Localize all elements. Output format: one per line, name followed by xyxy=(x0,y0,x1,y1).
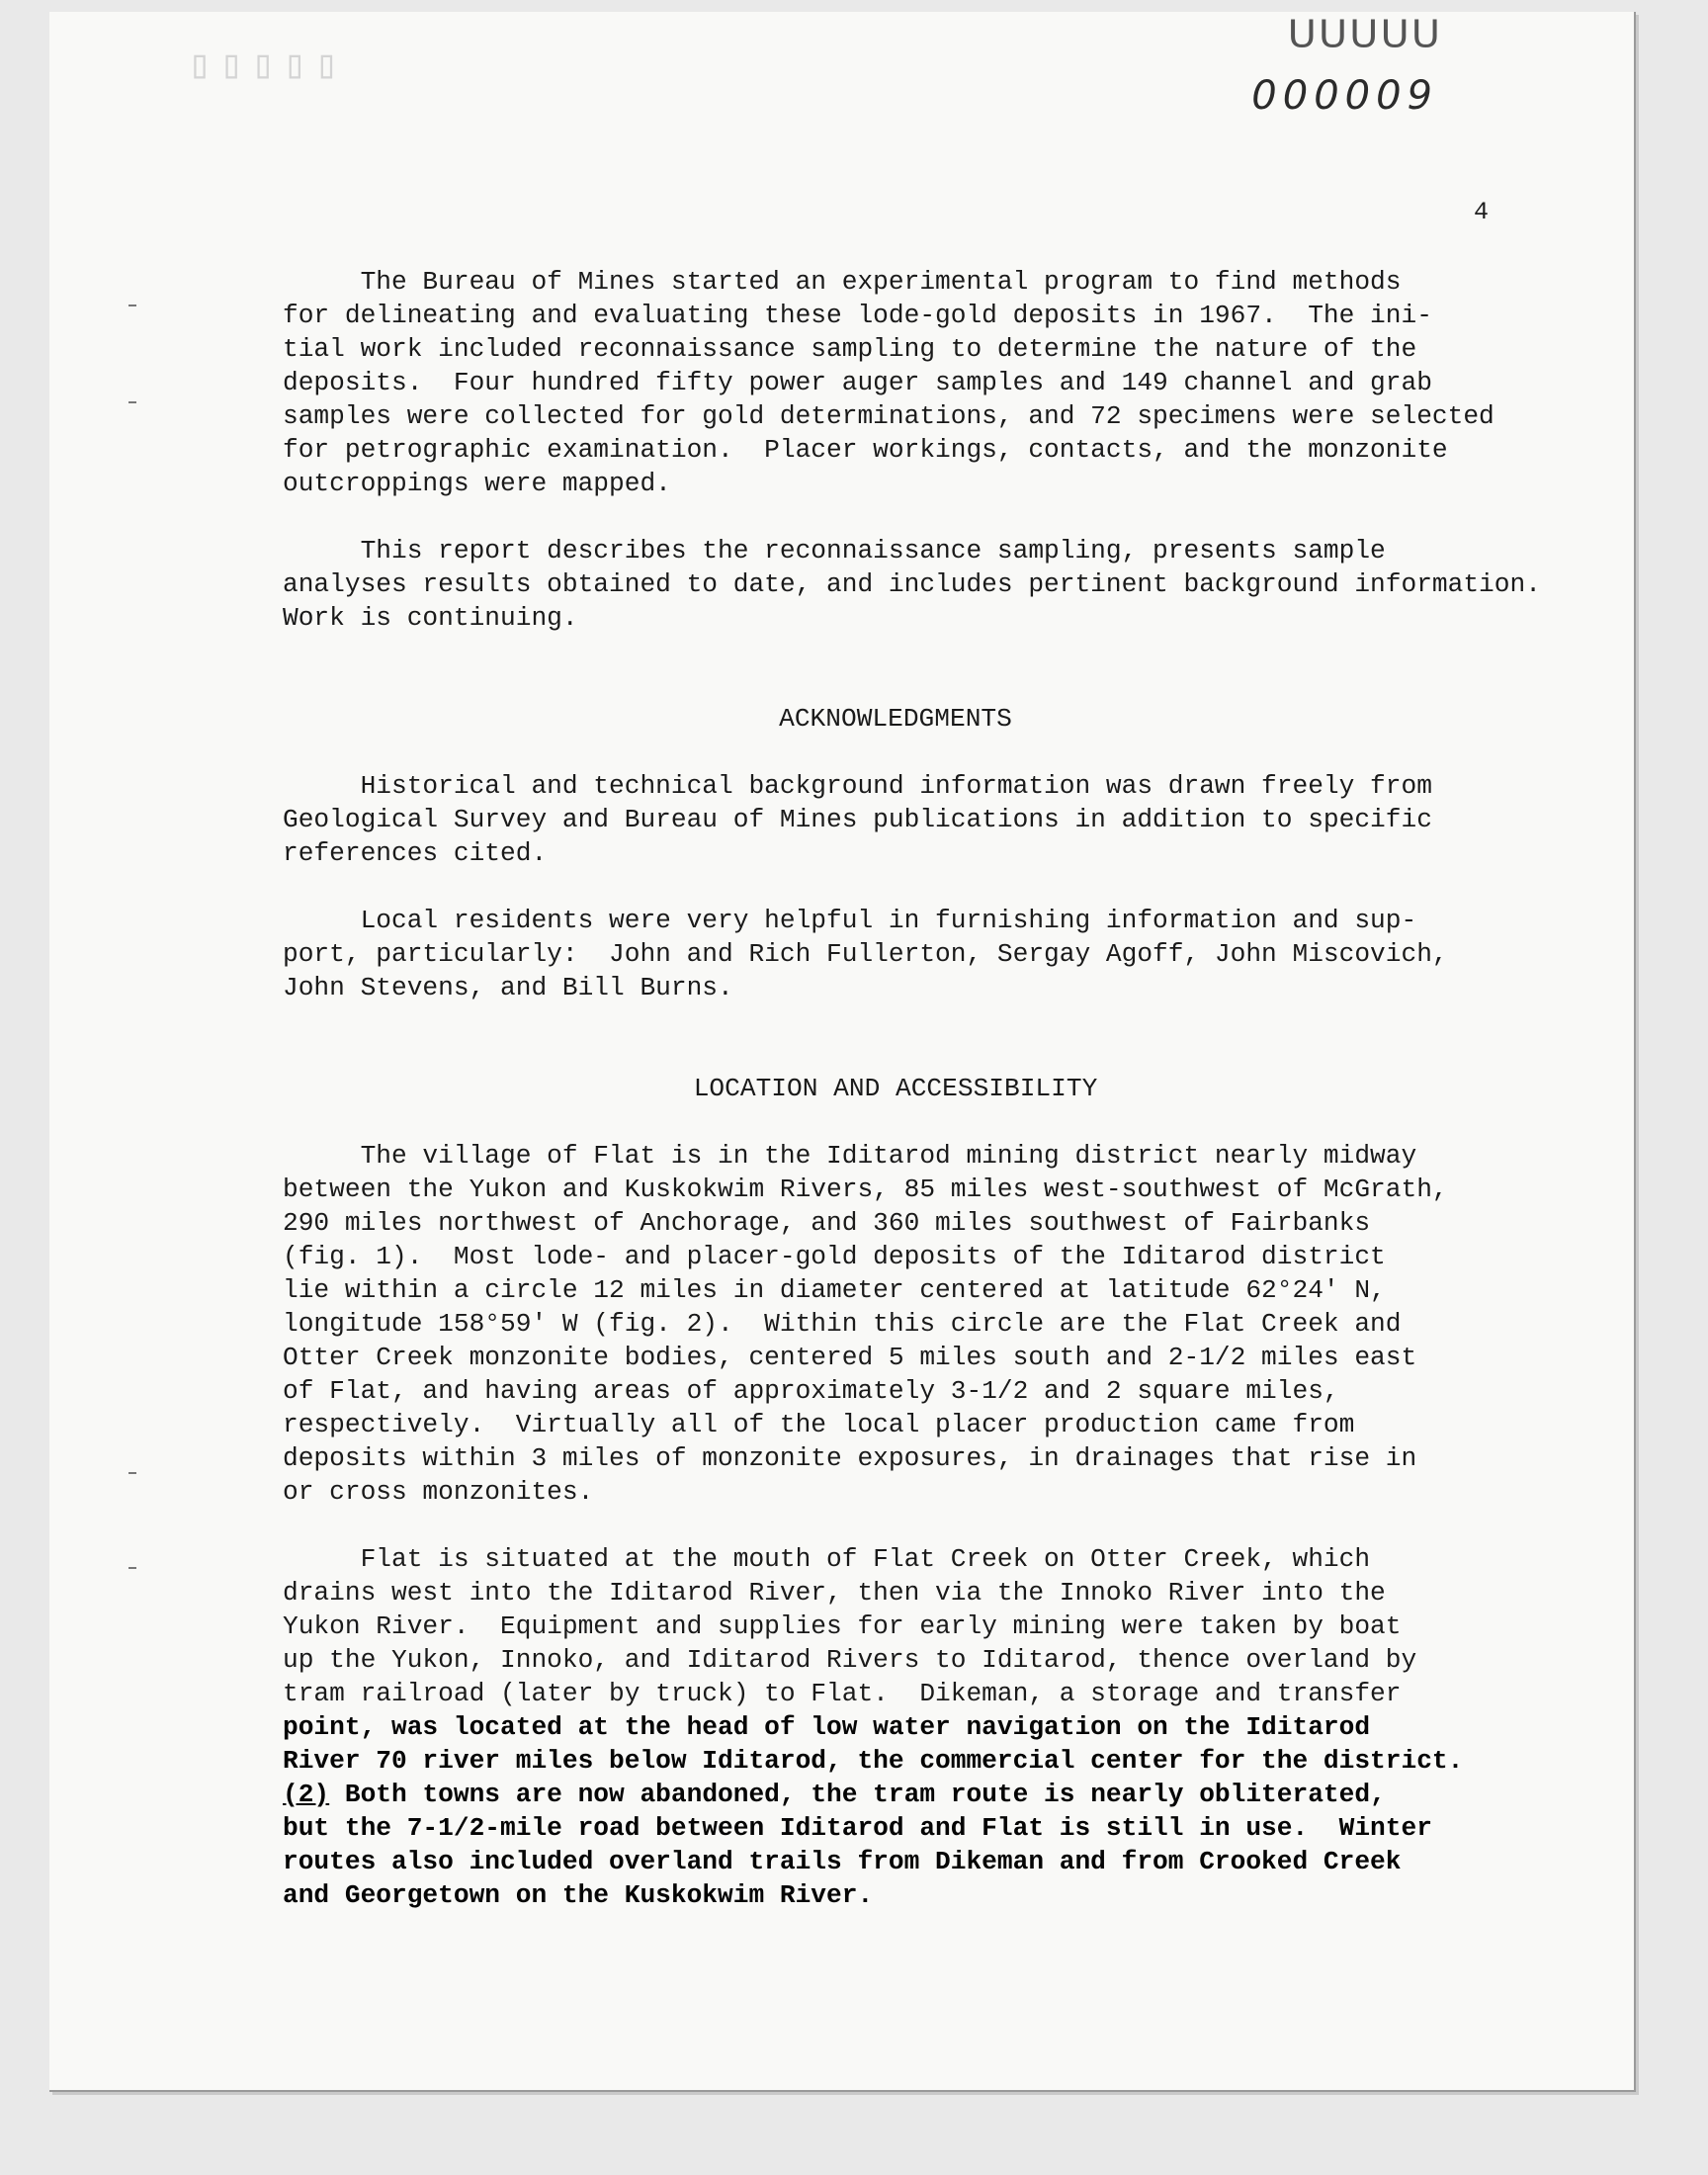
text-line: (fig. 1). Most lode- and placer-gold deposits of the Iditarod district xyxy=(283,1242,1386,1271)
paragraph-residents xyxy=(283,904,1637,1004)
text-line: up the Yukon, Innoko, and Iditarod Rivers to Iditarod, thence overland by xyxy=(283,1645,1417,1675)
margin-mark xyxy=(128,401,136,403)
text-line: Otter Creek monzonite bodies, centered 5 miles south and 2-1/2 miles east xyxy=(283,1343,1417,1372)
paragraph-village-location xyxy=(283,1139,1637,1509)
text-line-with-reference xyxy=(283,1778,1637,1811)
text-fragment: Both towns are now abandoned, the tram route is nearly obliterated, xyxy=(329,1780,1386,1809)
document-page xyxy=(49,12,1636,2092)
text-line: port, particularly: John and Rich Fullerton, Sergay Agoff, John Miscovich, xyxy=(283,939,1448,969)
text-line: The village of Flat is in the Iditarod mining district nearly midway xyxy=(283,1141,1417,1171)
paragraph-background xyxy=(283,769,1637,870)
section-heading-acknowledgments: ACKNOWLEDGMENTS xyxy=(779,704,1012,734)
text-line: but the 7-1/2-mile road between Iditarod and Flat is still in use. Winter xyxy=(283,1813,1432,1843)
text-line: of Flat, and having areas of approximately 3-1/2 and 2 square miles, xyxy=(283,1376,1339,1406)
section-heading-location: LOCATION AND ACCESSIBILITY xyxy=(693,1074,1098,1103)
text-line: between the Yukon and Kuskokwim Rivers, 85 miles west-southwest of McGrath, xyxy=(283,1174,1448,1204)
text-line: outcroppings were mapped. xyxy=(283,469,671,498)
text-line: deposits within 3 miles of monzonite exposures, in drainages that rise in xyxy=(283,1443,1417,1473)
bleed-through-marks: ▯▯▯▯▯ xyxy=(188,45,347,90)
body-text xyxy=(283,265,1637,1912)
paragraph-report-scope xyxy=(283,534,1637,635)
text-line: Work is continuing. xyxy=(283,603,578,633)
text-line: Historical and technical background information was drawn freely from xyxy=(283,771,1432,801)
text-line: Local residents were very helpful in furnishing information and sup- xyxy=(283,906,1417,935)
text-line: routes also included overland trails from Dikeman and from Crooked Creek xyxy=(283,1847,1402,1876)
text-line: respectively. Virtually all of the local placer production came from xyxy=(283,1410,1355,1439)
text-line: 290 miles northwest of Anchorage, and 360 miles southwest of Fairbanks xyxy=(283,1208,1371,1238)
page-number: 4 xyxy=(1474,198,1490,226)
text-line: This report describes the reconnaissance sampling, presents sample xyxy=(283,536,1386,566)
margin-mark xyxy=(128,1567,136,1569)
text-line: analyses results obtained to date, and includes pertinent background information. xyxy=(283,569,1541,599)
text-line: tram railroad (later by truck) to Flat. Dikeman, a storage and transfer xyxy=(283,1679,1402,1708)
text-line: samples were collected for gold determinations, and 72 specimens were selected xyxy=(283,401,1494,431)
text-line: Yukon River. Equipment and supplies for early mining were taken by boat xyxy=(283,1611,1402,1641)
text-line: or cross monzonites. xyxy=(283,1477,594,1507)
text-line: references cited. xyxy=(283,838,548,868)
text-line: longitude 158°59' W (fig. 2). Within this circle are the Flat Creek and xyxy=(283,1309,1402,1339)
text-line: for delineating and evaluating these lode-gold deposits in 1967. The ini- xyxy=(283,301,1432,330)
text-line: deposits. Four hundred fifty power auger samples and 149 channel and grab xyxy=(283,368,1432,397)
text-line: The Bureau of Mines started an experimental program to find methods xyxy=(283,267,1402,297)
text-line: lie within a circle 12 miles in diameter centered at latitude 62°24' N, xyxy=(283,1275,1386,1305)
handwritten-page-id: 000009 xyxy=(1251,73,1438,119)
margin-mark xyxy=(128,1472,136,1474)
text-line: River 70 river miles below Iditarod, the commercial center for the district. xyxy=(283,1746,1464,1776)
margin-mark xyxy=(128,304,136,306)
text-line: for petrographic examination. Placer workings, contacts, and the monzonite xyxy=(283,435,1448,465)
paragraph-flat-access xyxy=(283,1542,1637,1912)
top-stamp: UUUUU xyxy=(1287,13,1442,56)
text-line: Flat is situated at the mouth of Flat Creek on Otter Creek, which xyxy=(283,1544,1371,1574)
paragraph-intro xyxy=(283,265,1637,500)
text-line: John Stevens, and Bill Burns. xyxy=(283,973,733,1002)
reference-citation: (2) xyxy=(283,1780,330,1809)
text-line: tial work included reconnaissance sampling to determine the nature of the xyxy=(283,334,1417,364)
text-line: and Georgetown on the Kuskokwim River. xyxy=(283,1880,874,1910)
text-line: point, was located at the head of low water navigation on the Iditarod xyxy=(283,1712,1371,1742)
text-line: drains west into the Iditarod River, then via the Innoko River into the xyxy=(283,1578,1386,1608)
text-line: Geological Survey and Bureau of Mines publications in addition to specific xyxy=(283,805,1432,834)
